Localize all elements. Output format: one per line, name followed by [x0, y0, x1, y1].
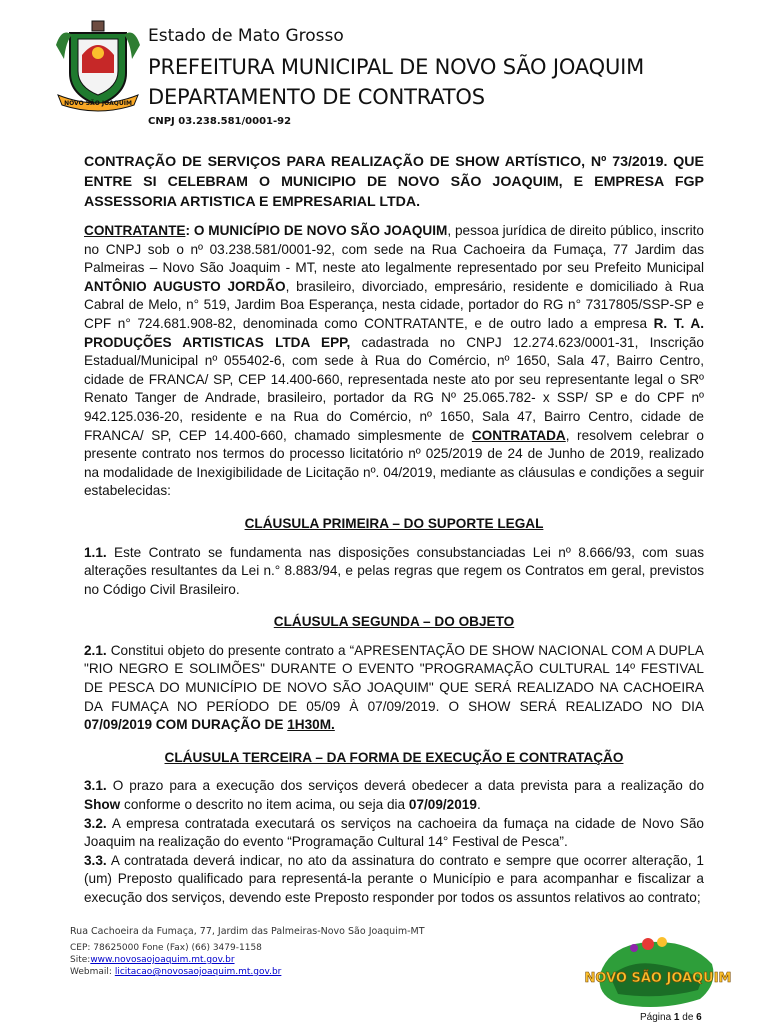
footer-webmail-line: Webmail: licitacao@novosaojoaquim.mt.gov.br [70, 967, 282, 977]
clausula-terceira-heading: CLÁUSULA TERCEIRA – DA FORMA DE EXECUÇÃO E CONTRATAÇÃO [164, 749, 624, 765]
municipio-name: O MUNICÍPIO DE NOVO SÃO JOAQUIM [193, 223, 448, 238]
svg-text:NOVO SÃO JOAQUIM: NOVO SÃO JOAQUIM [64, 100, 132, 107]
contratante-label: CONTRATANTE [84, 223, 186, 238]
contract-title: CONTRAÇÃO DE SERVIÇOS PARA REALIZAÇÃO DE SHOW ARTÍSTICO, Nº 73/2019. QUE ENTRE SI CELEBRAM O MUNICIPIO DE NOVO SÃO JOAQUIM, E EMPRESA FGP ASSESSORIA ARTISTICA E EMPRESARIAL LTDA. [84, 154, 704, 210]
municipal-crest-logo [48, 15, 148, 115]
state-name: Estado de Mato Grosso [148, 26, 344, 46]
clausula-primeira-heading: CLÁUSULA PRIMEIRA – DO SUPORTE LEGAL [244, 515, 544, 531]
email-link[interactable]: licitacao@novosaojoaquim.mt.gov.br [114, 967, 282, 977]
clause-3-3: 3.3. A contratada deverá indicar, no ato da assinatura do contrato e sempre que ocorrer alteração, 1 (um) Preposto qualificado para representá-la perante o Município e para acompanhar e fiscalizar a execução dos serviços, devendo este Preposto responder por todos os assuntos relativos ao contrato; [84, 852, 704, 905]
novo-sao-joaquim-logo [584, 924, 732, 1014]
prefeito-name: ANTÔNIO AUGUSTO JORDÃO [84, 278, 286, 294]
clause-3-2: 3.2. A empresa contratada executará os serviços na cachoeira da fumaça na cidade de Novo São Joaquim na realização do evento “Programação Cultural 14° Festival de Pesca”. [84, 815, 704, 850]
department-title: DEPARTAMENTO DE CONTRATOS [148, 85, 485, 109]
letterhead [148, 26, 748, 127]
footer-site-line: Site:www.novosaojoaquim.mt.gov.br [70, 955, 235, 965]
prefeitura-title: PREFEITURA MUNICIPAL DE NOVO SÃO JOAQUIM [148, 55, 645, 79]
contract-body [84, 152, 704, 908]
empresa-name: R. T. A. PRODUÇÕES ARTISTICAS LTDA EPP, [84, 315, 704, 350]
header-cnpj: CNPJ 03.238.581/0001-92 [148, 116, 292, 127]
page-number: Página 1 de 6 [640, 1012, 702, 1023]
contratada-label: CONTRATADA [471, 427, 566, 443]
clausula-segunda-heading: CLÁUSULA SEGUNDA – DO OBJETO [273, 614, 515, 630]
svg-text:NOVO SÃO JOAQUIM: NOVO SÃO JOAQUIM [584, 971, 732, 986]
footer-address: Rua Cachoeira da Fumaça, 77, Jardim das Palmeiras-Novo São Joaquim-MT [70, 926, 425, 937]
clause-1-1: 1.1. Este Contrato se fundamenta nas disposições consubstanciadas Lei nº 8.666/93, com suas alterações resultantes da Lei n.° 8.883/94, e pelas regras que regem os Contratos em geral, previstos no Código Civil Brasileiro. [84, 544, 704, 597]
clause-3-1: 3.1. O prazo para a execução dos serviços deverá obedecer a data prevista para a realização do Show conforme o descrito no item acima, ou seja dia 07/09/2019. [84, 778, 704, 813]
footer-contact [70, 926, 450, 978]
preamble-paragraph: CONTRATANTE: O MUNICÍPIO DE NOVO SÃO JOAQUIM, pessoa jurídica de direito público, inscrito no CNPJ sob o nº 03.238.581/0001-92, com sede na Rua Cachoeira da Fumaça, 77 Jardim das Palmeiras – Novo São Joaquim - MT, neste ato legalmente representado por seu Prefeito Municipal ANTÔNIO AUGUSTO JORDÃO, brasileiro, divorciado, empresário, residente e domiciliado à Rua Cabral de Melo, n° 519, Jardim Boa Esperança, nesta cidade, portador do RG n° 7317805/SSP-SP e CPF n° 724.681.908-82, denominada como CONTRATANTE, e de outro lado a empresa R. T. A. PRODUÇÕES ARTISTICAS LTDA EPP, cadastrada no CNPJ 12.274.623/0001-31, Inscrição Estadual/Municipal nº 055402-6, com sede à Rua do Comércio, nº 1650, Sala 47, Bairro Centro, cidade de FRANCA/ SP, CEP 14.400-660, representada neste ato por seu representante legal o SRº Renato Tanger de Andrade, brasileiro, portador da RG Nº 25.065.782- x SSP/ SP e do CPF nº 942.125.036-20, residente e na Rua do Comércio, nº 1650, Sala 47, Bairro Centro, cidade de FRANCA/ SP, CEP 14.400-660, chamado simplesmente de CONTRATADA, resolvem celebrar o presente contrato nos termos do processo licitatório nº 025/2019 de 24 de Junho de 2019, realizado na modalidade de Inexigibilidade de Licitação nº. 04/2019, mediante as cláusulas e condições a seguir estabelecidas: [84, 223, 704, 499]
footer-cep-phone: CEP: 78625000 Fone (Fax) (66) 3479-1158 [70, 943, 262, 953]
show-duration: 1H30M. [287, 717, 335, 733]
clause-2-1: 2.1. Constitui objeto do presente contrato a “APRESENTAÇÃO DE SHOW NACIONAL COM A DUPLA "RIO NEGRO E SOLIMÕES" DURANTE O EVENTO "PROGRAMAÇÃO CULTURAL 14º FESTIVAL DE PESCA DO MUNICÍPIO DE NOVO SÃO JOAQUIM" QUE SERÁ REALIZADO NA CACHOEIRA DA FUMAÇA NO PERÍODO DE 05/09 À 07/09/2019. O SHOW SERÁ REALIZADO NO DIA 07/09/2019 COM DURAÇÃO DE 1H30M. [84, 642, 704, 733]
site-link[interactable]: www.novosaojoaquim.mt.gov.br [90, 955, 235, 965]
